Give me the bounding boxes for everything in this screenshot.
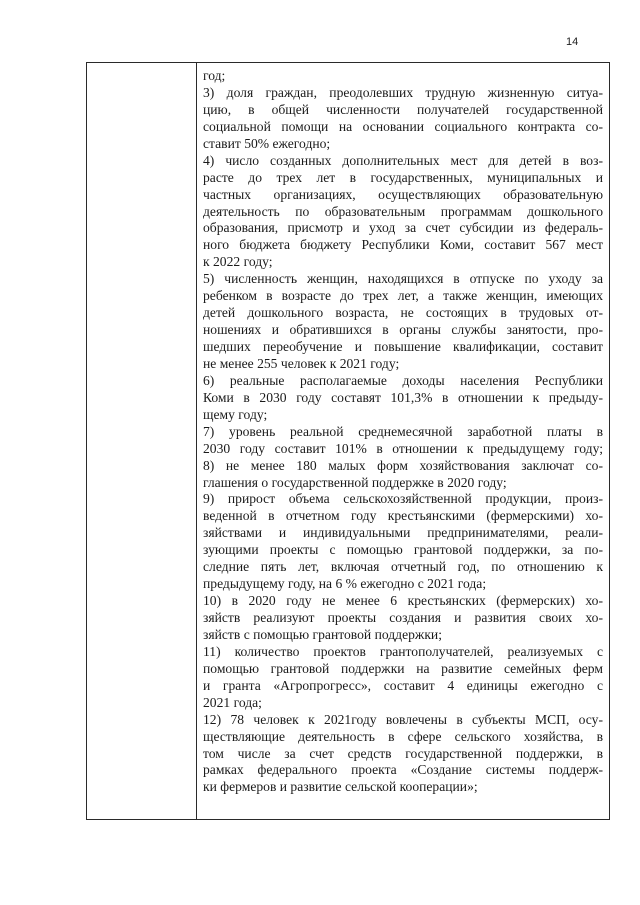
- text-line: 5) численность женщин, находящихся в отпуске по уходу за: [203, 271, 603, 287]
- text-line: глашения о государственной поддержке в 2020 году;: [203, 474, 507, 490]
- text-line: 2030 году составит 101% в отношении к предыдущему году;: [203, 440, 603, 456]
- text-line: 7) уровень реальной среднемесячной заработной платы в: [203, 423, 603, 439]
- text-line: 2021 года;: [203, 694, 262, 710]
- text-line: ношениях и обратившихся в органы службы занятости, про-: [203, 322, 603, 338]
- text-line: 4) число созданных дополнительных мест для детей в воз-: [203, 152, 603, 168]
- text-line: ного бюджета бюджету Республики Коми, составит 567 мест: [203, 237, 603, 253]
- text-line: 11) количество проектов грантополучателей, реализуемых с: [203, 643, 603, 659]
- text-line: 6) реальные располагаемые доходы населения Республики: [203, 372, 603, 388]
- text-line: частных организациях, осуществляющих образовательную: [203, 186, 603, 202]
- text-line: к 2022 году;: [203, 254, 273, 270]
- document-table: [86, 62, 610, 820]
- text-line: и гранта «Агропрогресс», составит 4 единицы ежегодно с: [203, 677, 603, 693]
- text-line: 12) 78 человек к 2021году вовлечены в субъекты МСП, осу-: [203, 711, 603, 727]
- text-line: том числе за счет средств государственной поддержки, в: [203, 745, 603, 761]
- text-line: детей дошкольного возраста, не состоящих в трудовых от-: [203, 305, 603, 321]
- text-line: расте до трех лет в государственных, муниципальных и: [203, 169, 603, 185]
- table-left-cell: [87, 63, 197, 819]
- text-line: зяйств реализуют проекты создания и развития своих хо-: [203, 610, 603, 625]
- text-line: щему году;: [203, 406, 268, 422]
- text-line: предыдущему году, на 6 % ежегодно с 2021 года;: [203, 576, 487, 592]
- text-line: не менее 255 человек к 2021 году;: [203, 355, 400, 371]
- text-line: рамках федерального проекта «Создание системы поддерж-: [203, 762, 603, 778]
- text-line: ребенком в возрасте до трех лет, а также женщин, имеющих: [203, 288, 603, 304]
- text-line: 3) доля граждан, преодолевших трудную жизненную ситуа-: [203, 84, 603, 100]
- text-line: ки фермеров и развитие сельской кооперации»;: [203, 779, 478, 795]
- text-line: образования, присмотр и уход за счет субсидии из федераль-: [203, 220, 603, 236]
- text-line: деятельность по образовательным программам дошкольного: [203, 203, 603, 219]
- text-line: 8) не менее 180 малых форм хозяйствования заключат со-: [203, 457, 603, 473]
- text-line: следние пять лет, включая отчетный год, по отношению к: [203, 559, 603, 575]
- text-line: зяйствами и индивидуальными предпринимателями, реали-: [203, 525, 603, 541]
- text-line: зяйств с помощью грантовой поддержки;: [203, 626, 442, 642]
- text-line: шедших переобучение и повышение квалификации, составит: [203, 339, 603, 354]
- text-line: зующими проекты с помощью грантовой поддержки, за по-: [203, 542, 603, 558]
- table-text-cell: [197, 63, 609, 819]
- text-line: ществляющие деятельность в сфере сельского хозяйства, в: [203, 728, 603, 744]
- text-line: 10) в 2020 году не менее 6 крестьянских (фермерских) хо-: [203, 593, 603, 609]
- text-line: цию, в общей численности получателей государственной: [203, 101, 603, 117]
- text-line: Коми в 2030 году составят 101,3% в отношении к предыду-: [203, 389, 603, 405]
- text-line: ставит 50% ежегодно;: [203, 135, 331, 151]
- text-line: год;: [203, 68, 226, 83]
- text-line: социальной помощи на основании социального контракта со-: [203, 118, 603, 134]
- text-line: помощью грантовой поддержки на развитие семейных ферм: [203, 660, 603, 676]
- page-number: 14: [566, 36, 579, 48]
- text-line: веденной в отчетном году крестьянскими (фермерскими) хо-: [203, 508, 603, 524]
- text-line: 9) прирост объема сельскохозяйственной продукции, произ-: [203, 491, 603, 507]
